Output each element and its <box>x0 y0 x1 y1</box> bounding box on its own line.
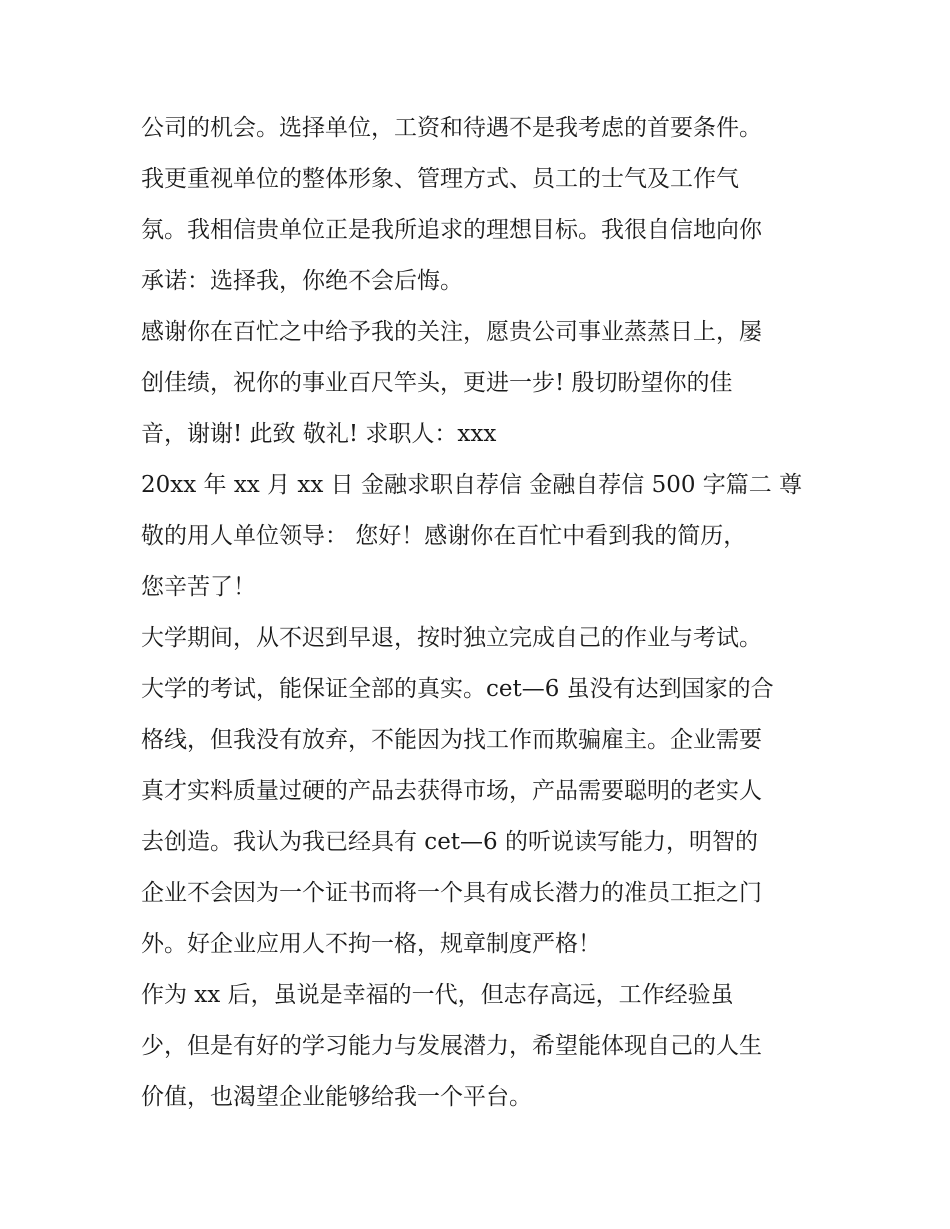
text-line: 敬的用人单位领导： 您好！感谢你在百忙中看到我的简历， <box>141 523 747 549</box>
text-line: 少，但是有好的学习能力与发展潜力，希望能体现自己的人生 <box>141 1033 762 1059</box>
text-line: 创佳绩，祝你的事业百尺竿头，更进一步! 殷切盼望你的佳 <box>141 370 733 396</box>
text-line: 音，谢谢! 此致 敬礼! 求职人：xxx <box>141 421 497 447</box>
text-line: 您辛苦了！ <box>141 574 256 600</box>
text-line: 企业不会因为一个证书而将一个具有成长潜力的准员工拒之门 <box>141 880 762 906</box>
text-line: 我更重视单位的整体形象、管理方式、员工的士气及工作气 <box>141 166 739 192</box>
text-line: 外。好企业应用人不拘一格，规章制度严格！ <box>141 931 601 957</box>
text-line: 价值，也渴望企业能够给我一个平台。 <box>141 1084 532 1110</box>
text-line: 大学期间，从不迟到早退，按时独立完成自己的作业与考试。 <box>141 625 762 651</box>
text-line: 作为 xx 后，虽说是幸福的一代，但志存高远，工作经验虽 <box>141 982 734 1008</box>
text-line: 氛。我相信贵单位正是我所追求的理想目标。我很自信地向你 <box>141 217 762 243</box>
text-line: 去创造。我认为我已经具有 cet—6 的听说读写能力，明智的 <box>141 829 758 855</box>
text-line: 感谢你在百忙之中给予我的关注，愿贵公司事业蒸蒸日上，屡 <box>141 319 762 345</box>
text-line: 公司的机会。选择单位，工资和待遇不是我考虑的首要条件。 <box>141 115 762 141</box>
text-line: 20xx 年 xx 月 xx 日 金融求职自荐信 金融自荐信 500 字篇二 尊 <box>141 472 803 498</box>
text-line: 格线，但我没有放弃，不能因为找工作而欺骗雇主。企业需要 <box>141 727 762 753</box>
document-body <box>141 109 821 1116</box>
text-line: 承诺：选择我，你绝不会后悔。 <box>141 268 463 294</box>
text-line: 真才实料质量过硬的产品去获得市场，产品需要聪明的老实人 <box>141 778 762 804</box>
text-line: 大学的考试，能保证全部的真实。cet—6 虽没有达到国家的合 <box>141 676 774 702</box>
